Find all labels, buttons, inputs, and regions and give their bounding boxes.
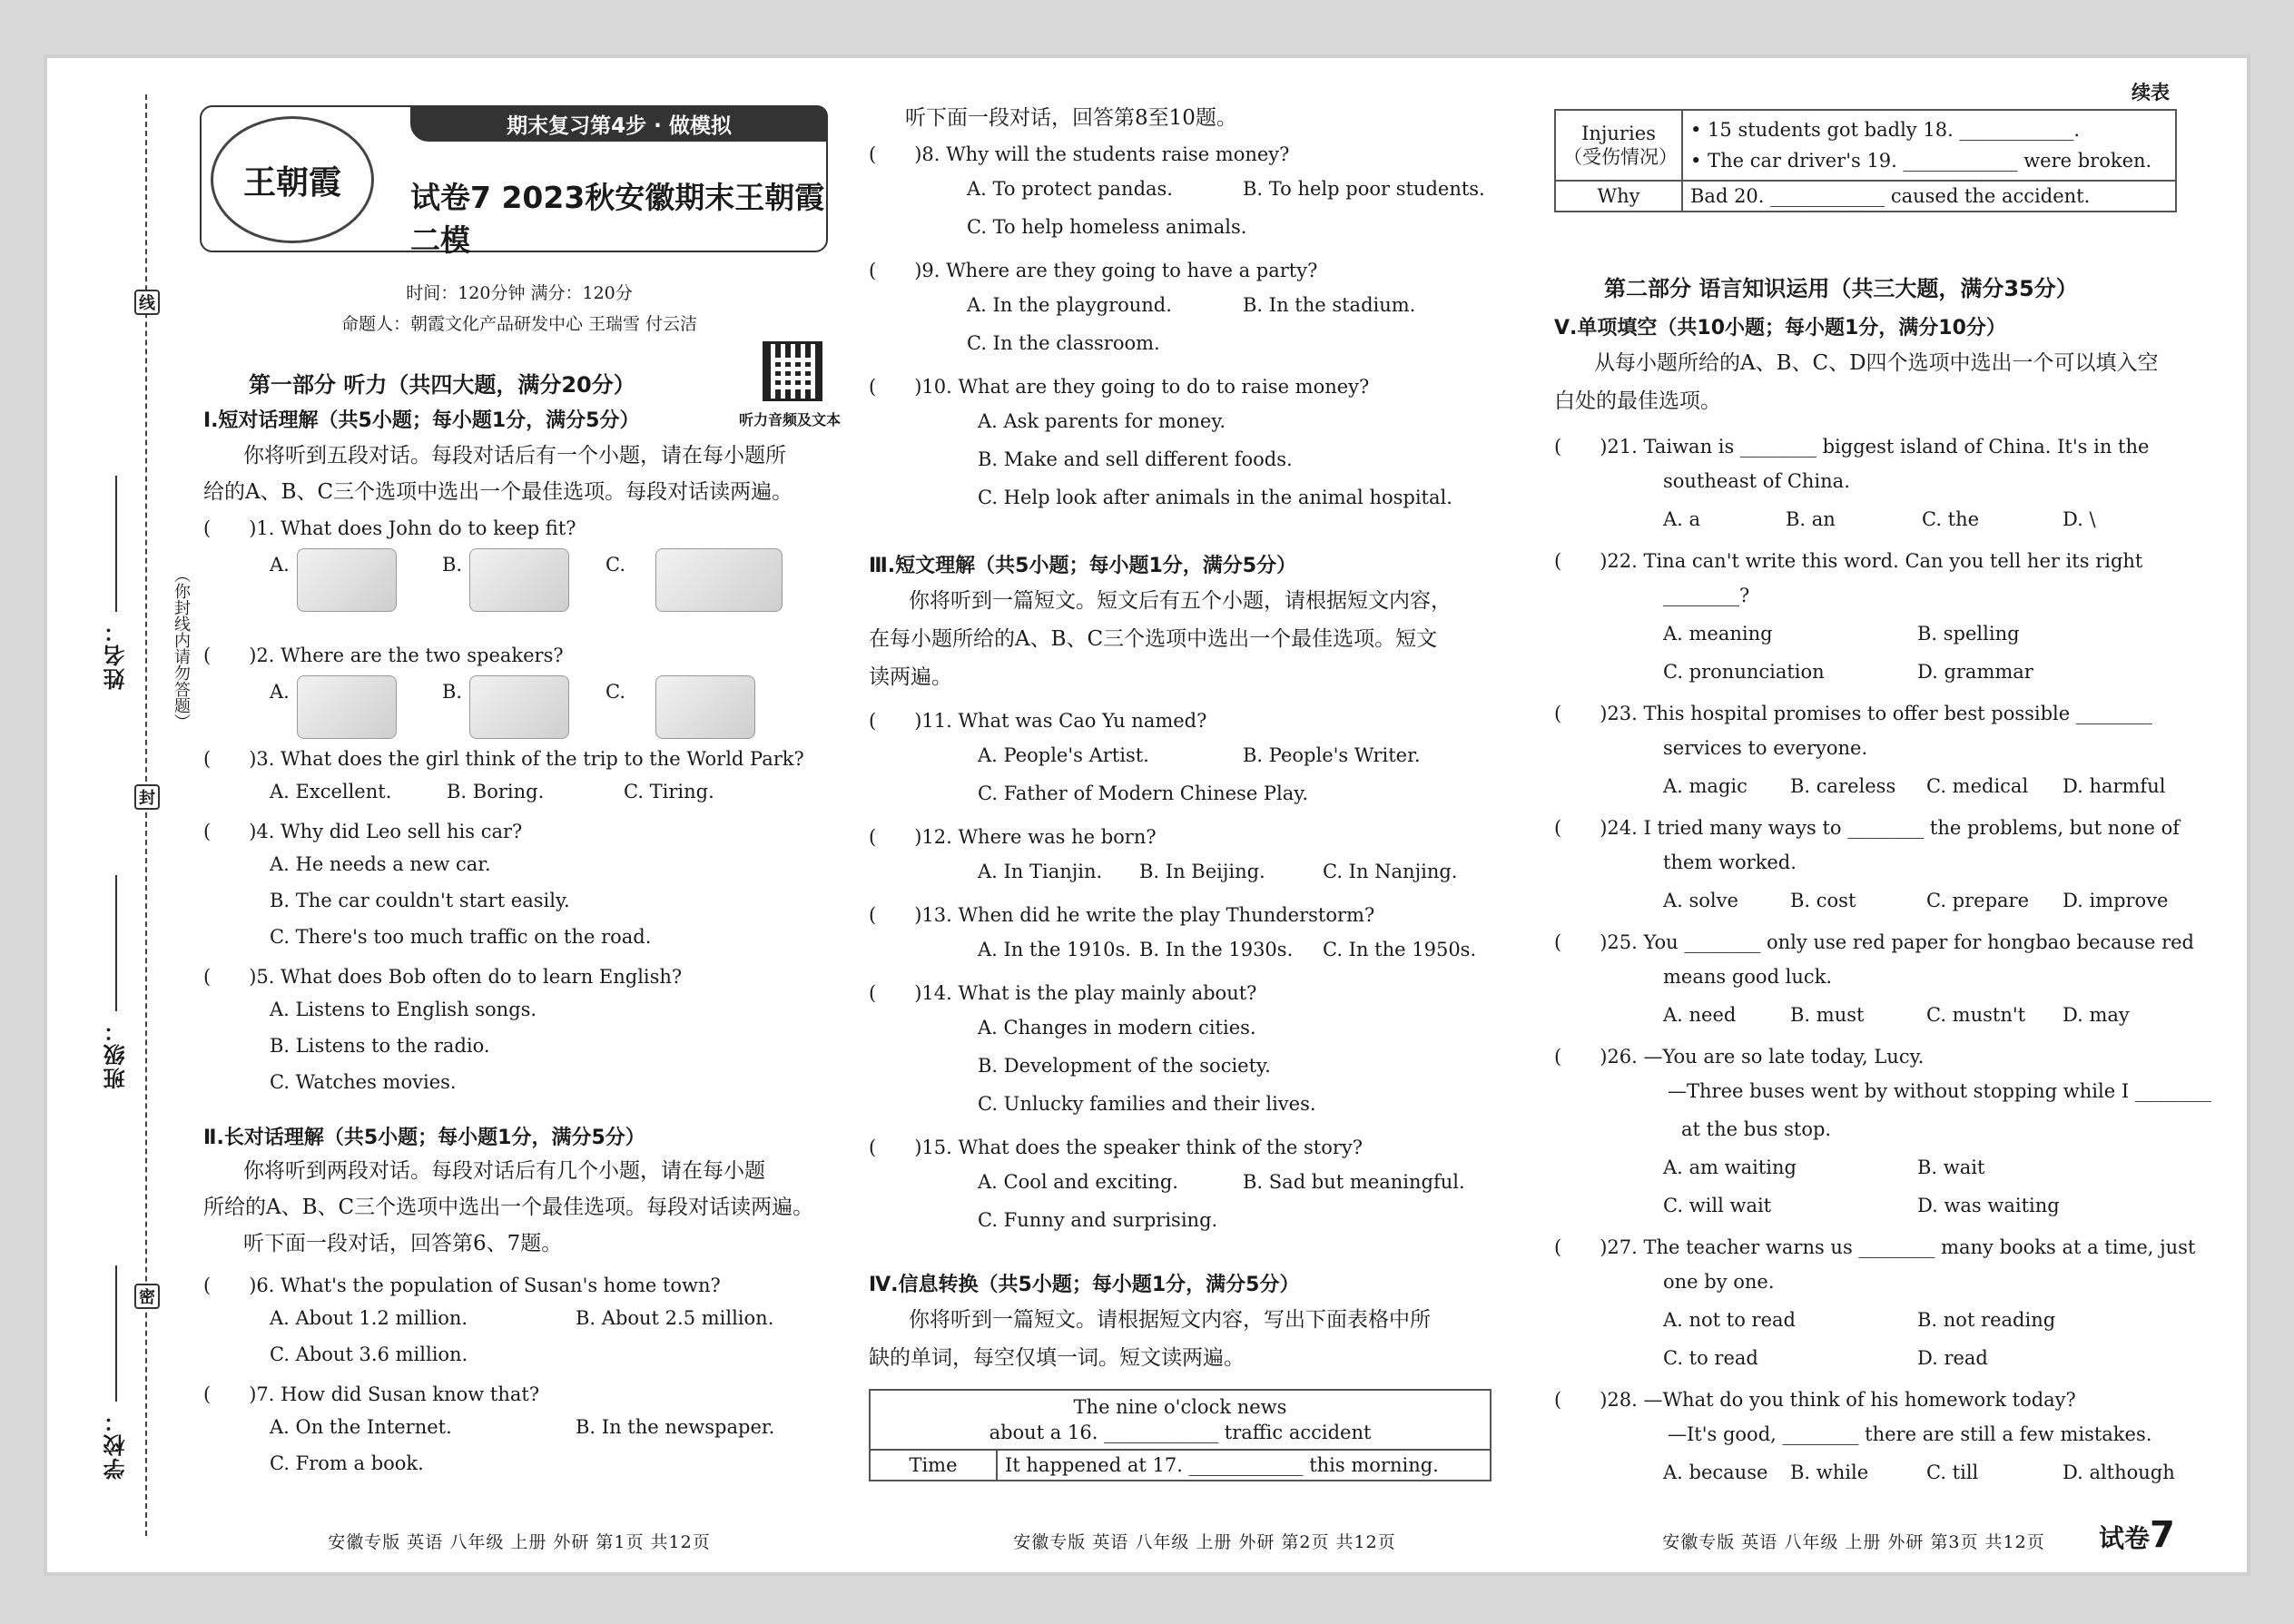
q2-image-a xyxy=(297,675,397,739)
q4-option-c: C. There's too much traffic on the road. xyxy=(270,926,652,948)
q13-option-c: C. In the 1950s. xyxy=(1323,939,1477,960)
exam-number-badge xyxy=(2099,1514,2175,1556)
table-continued-label: 续表 xyxy=(2132,82,2170,103)
q14-option-c: C. Unlucky families and their lives. xyxy=(978,1093,1316,1115)
section1-intro xyxy=(203,438,786,475)
injury-line-19[interactable]: • The car driver's 19. ____________ were broken. xyxy=(1690,150,2152,172)
section4-intro-2: 缺的单词，每空仅填一词。短文读两遍。 xyxy=(869,1346,1245,1370)
margin-tag-feng: 封 xyxy=(134,784,160,810)
q1-image-a xyxy=(297,548,397,612)
table-head-line-2: about a 16. ____________ traffic accident xyxy=(989,1422,1372,1443)
question-1: ( )1. What does John do to keep fit? xyxy=(203,517,576,539)
q23-option-b: B. careless xyxy=(1790,775,1896,797)
q22-option-c: C. pronunciation xyxy=(1663,661,1825,683)
school-field[interactable] xyxy=(100,1265,132,1480)
q15-option-b: B. Sad but meaningful. xyxy=(1243,1171,1465,1193)
q1-image-b xyxy=(469,548,569,612)
question-22: ( )22. Tina can't write this word. Can you tell her its right xyxy=(1554,550,2143,572)
q15-option-a: A. Cool and exciting. xyxy=(978,1171,1178,1193)
q12-option-c: C. In Nanjing. xyxy=(1323,861,1458,882)
q21-option-d: D. \ xyxy=(2063,508,2096,530)
page-footer-1: 安徽专版 英语 八年级 上册 外研 第1页 共12页 xyxy=(328,1532,711,1552)
news-table xyxy=(869,1389,1492,1481)
exam-authors: 命题人：朝霞文化产品研发中心 王瑞雪 付云洁 xyxy=(340,314,698,334)
section2-intro: 你将听到两段对话。每段对话后有几个小题，请在每小题 xyxy=(243,1159,765,1183)
question-10: ( )10. What are they going to do to raise money? xyxy=(869,376,1370,398)
q25-option-b: B. must xyxy=(1790,1004,1865,1026)
q4-option-b: B. The car couldn't start easily. xyxy=(270,890,570,911)
q2-option-a: A. xyxy=(270,681,290,703)
question-2: ( )2. Where are the two speakers? xyxy=(203,645,564,666)
q28-option-c: C. till xyxy=(1926,1462,1979,1483)
q8-option-b: B. To help poor students. xyxy=(1243,178,1485,200)
q22-option-a: A. meaning xyxy=(1663,623,1773,645)
q25-option-c: C. mustn't xyxy=(1926,1004,2026,1026)
q3-option-c: C. Tiring. xyxy=(624,781,714,802)
section3-intro: 你将听到一篇短文。短文后有五个小题，请根据短文内容， xyxy=(909,589,1452,613)
q10-option-a: A. Ask parents for money. xyxy=(978,410,1226,432)
q15-option-c: C. Funny and surprising. xyxy=(978,1209,1218,1231)
part1-title: 第一部分 听力（共四大题，满分20分） xyxy=(249,372,635,398)
q27-option-c: C. to read xyxy=(1663,1347,1758,1369)
q23-option-c: C. medical xyxy=(1926,775,2029,797)
q28-option-d: D. although xyxy=(2063,1462,2175,1483)
q22-stem-2: ________? xyxy=(1663,585,1750,606)
exam-title: 试卷7 2023秋安徽期末王朝霞二模 xyxy=(410,180,825,258)
injuries-table xyxy=(1554,109,2177,212)
why-label: Why xyxy=(1555,181,1682,212)
question-12: ( )12. Where was he born? xyxy=(869,826,1157,848)
q8-10-intro: 听下面一段对话，回答第8至10题。 xyxy=(905,106,1237,130)
qr-label: 听力音频及文本 xyxy=(739,411,842,428)
time-value[interactable]: It happened at 17. ____________ this morning. xyxy=(997,1450,1491,1481)
q12-option-b: B. In Beijing. xyxy=(1139,861,1265,882)
table-head-line-1: The nine o'clock news xyxy=(1073,1396,1287,1418)
q9-option-c: C. In the classroom. xyxy=(967,332,1160,354)
exam-header xyxy=(200,105,828,258)
question-24: ( )24. I tried many ways to ________ the problems, but none of xyxy=(1554,817,2181,839)
q7-option-a: A. On the Internet. xyxy=(270,1416,452,1438)
question-8: ( )8. Why will the students raise money? xyxy=(869,143,1290,165)
q2-image-b xyxy=(469,675,569,739)
question-28: ( )28. —What do you think of his homework today? xyxy=(1554,1389,2076,1411)
injury-line-18[interactable]: • 15 students got badly 18. ____________. xyxy=(1690,119,2081,141)
class-label: 班级： xyxy=(103,1019,129,1089)
q14-option-a: A. Changes in modern cities. xyxy=(978,1017,1256,1038)
section2-intro-3: 听下面一段对话，回答第6、7题。 xyxy=(243,1232,563,1255)
q22-option-b: B. spelling xyxy=(1917,623,2020,645)
q27-option-d: D. read xyxy=(1917,1347,1988,1369)
q25-option-a: A. need xyxy=(1663,1004,1737,1026)
section1-title: Ⅰ.短对话理解（共5小题；每小题1分，满分5分） xyxy=(203,409,640,432)
section2-intro-2: 所给的A、B、C三个选项中选出一个最佳选项。每段对话读两遍。 xyxy=(203,1196,814,1219)
q26-option-d: D. was waiting xyxy=(1917,1195,2060,1216)
no-answer-note: （你封线内请勿答题） xyxy=(172,566,191,730)
class-field[interactable] xyxy=(100,875,132,1089)
exam-time-info: 时间：120分钟 满分：120分 xyxy=(406,283,633,303)
badge-label: 试卷 xyxy=(2099,1523,2151,1553)
q26-option-b: B. wait xyxy=(1917,1156,1985,1178)
section3-intro-3: 读两遍。 xyxy=(869,665,952,689)
q21-option-c: C. the xyxy=(1922,508,1980,530)
name-label: 姓名： xyxy=(103,619,129,690)
section2-title: Ⅱ.长对话理解（共5小题；每小题1分，满分5分） xyxy=(203,1127,645,1149)
question-9: ( )9. Where are they going to have a party? xyxy=(869,260,1318,281)
section3-title: Ⅲ.短文理解（共5小题；每小题1分，满分5分） xyxy=(869,555,1297,577)
brand-logo: 王朝霞 xyxy=(211,116,374,243)
section1-intro-2: 给的A、B、C三个选项中选出一个最佳选项。每段对话读两遍。 xyxy=(203,480,793,504)
q26-stem-2: —Three buses went by without stopping while I ________ xyxy=(1668,1080,2211,1102)
q24-option-b: B. cost xyxy=(1790,890,1856,911)
q6-option-b: B. About 2.5 million. xyxy=(576,1307,774,1329)
q27-option-a: A. not to read xyxy=(1663,1309,1796,1331)
q27-stem-2: one by one. xyxy=(1663,1271,1775,1293)
q14-option-b: B. Development of the society. xyxy=(978,1055,1271,1077)
section5-title: Ⅴ.单项填空（共10小题；每小题1分，满分10分） xyxy=(1554,317,2006,340)
badge-number: 7 xyxy=(2150,1514,2175,1556)
question-11: ( )11. What was Cao Yu named? xyxy=(869,710,1207,732)
q5-option-a: A. Listens to English songs. xyxy=(270,999,537,1020)
q22-option-d: D. grammar xyxy=(1917,661,2033,683)
column-page-2 xyxy=(869,58,1541,1572)
q8-option-a: A. To protect pandas. xyxy=(967,178,1173,200)
question-26: ( )26. —You are so late today, Lucy. xyxy=(1554,1046,1925,1068)
q6-option-c: C. About 3.6 million. xyxy=(270,1343,468,1365)
q2-image-c xyxy=(655,675,755,739)
question-4: ( )4. Why did Leo sell his car? xyxy=(203,821,523,842)
q28-stem-2: —It's good, ________ there are still a few mistakes. xyxy=(1668,1423,2152,1445)
q7-option-c: C. From a book. xyxy=(270,1452,424,1474)
school-label: 学校： xyxy=(103,1409,129,1480)
section5-intro: 从每小题所给的A、B、C、D四个选项中选出一个可以填入空 xyxy=(1594,351,2159,375)
q23-option-d: D. harmful xyxy=(2063,775,2166,797)
q26-option-c: C. will wait xyxy=(1663,1195,1772,1216)
injuries-label: Injuries（受伤情况） xyxy=(1555,110,1682,181)
section4-title: Ⅳ.信息转换（共5小题；每小题1分，满分5分） xyxy=(869,1274,1300,1296)
section3-intro-2: 在每小题所给的A、B、C三个选项中选出一个最佳选项。短文 xyxy=(869,627,1438,651)
q9-option-a: A. In the playground. xyxy=(967,294,1172,316)
q27-option-b: B. not reading xyxy=(1917,1309,2056,1331)
question-5: ( )5. What does Bob often do to learn English? xyxy=(203,966,683,988)
exam-sheet xyxy=(47,58,2247,1572)
intro-line: 你将听到五段对话。每段对话后有一个小题，请在每小题所 xyxy=(243,444,786,468)
q3-option-a: A. Excellent. xyxy=(270,781,392,802)
q25-option-d: D. may xyxy=(2063,1004,2130,1026)
q12-option-a: A. In Tianjin. xyxy=(978,861,1103,882)
q23-stem-2: services to everyone. xyxy=(1663,737,1868,759)
q1-option-a: A. xyxy=(270,554,290,576)
question-15: ( )15. What does the speaker think of the story? xyxy=(869,1137,1364,1158)
question-13: ( )13. When did he write the play Thunderstorm? xyxy=(869,904,1375,926)
q28-option-b: B. while xyxy=(1790,1462,1869,1483)
q24-option-a: A. solve xyxy=(1663,890,1738,911)
q7-option-b: B. In the newspaper. xyxy=(576,1416,775,1438)
question-25: ( )25. You ________ only use red paper for hongbao because red xyxy=(1554,931,2194,953)
q5-option-b: B. Listens to the radio. xyxy=(270,1035,490,1057)
news-table-head xyxy=(870,1390,1491,1450)
page-footer-3: 安徽专版 英语 八年级 上册 外研 第3页 共12页 xyxy=(1662,1532,2045,1552)
qr-code-icon[interactable] xyxy=(763,341,822,401)
q9-option-b: B. In the stadium. xyxy=(1243,294,1416,316)
question-14: ( )14. What is the play mainly about? xyxy=(869,982,1257,1004)
q11-option-a: A. People's Artist. xyxy=(978,744,1149,766)
q1-image-c xyxy=(655,548,783,612)
q11-option-c: C. Father of Modern Chinese Play. xyxy=(978,782,1309,804)
q10-option-b: B. Make and sell different foods. xyxy=(978,448,1293,470)
column-page-3 xyxy=(1554,58,2226,1572)
q4-option-a: A. He needs a new car. xyxy=(270,853,491,875)
binding-margin xyxy=(47,58,191,1572)
q11-option-b: B. People's Writer. xyxy=(1243,744,1421,766)
margin-tag-xian: 线 xyxy=(134,290,160,315)
column-page-1 xyxy=(183,58,855,1572)
q6-option-a: A. About 1.2 million. xyxy=(270,1307,468,1329)
question-27: ( )27. The teacher warns us ________ many books at a time, just xyxy=(1554,1236,2196,1258)
q10-option-c: C. Help look after animals in the animal hospital. xyxy=(978,487,1452,508)
part2-title: 第二部分 语言知识运用（共三大题，满分35分） xyxy=(1604,276,2078,301)
q13-option-b: B. In the 1930s. xyxy=(1139,939,1294,960)
question-7: ( )7. How did Susan know that? xyxy=(203,1383,540,1405)
q23-option-a: A. magic xyxy=(1663,775,1748,797)
name-field[interactable] xyxy=(100,476,132,690)
q1-option-b: B. xyxy=(442,554,463,576)
q21-stem-2: southeast of China. xyxy=(1663,470,1850,492)
q24-stem-2: them worked. xyxy=(1663,851,1797,873)
q13-option-a: A. In the 1910s. xyxy=(978,939,1131,960)
margin-tag-mi: 密 xyxy=(134,1284,160,1309)
question-23: ( )23. This hospital promises to offer best possible ________ xyxy=(1554,703,2152,724)
section5-intro-2: 白处的最佳选项。 xyxy=(1554,389,1721,413)
q28-option-a: A. because xyxy=(1663,1462,1768,1483)
q21-option-b: B. an xyxy=(1786,508,1836,530)
q5-option-c: C. Watches movies. xyxy=(270,1071,457,1093)
section4-intro: 你将听到一篇短文。请根据短文内容，写出下面表格中所 xyxy=(909,1308,1431,1332)
q21-option-a: A. a xyxy=(1663,508,1701,530)
q2-option-b: B. xyxy=(442,681,463,703)
q3-option-b: B. Boring. xyxy=(447,781,545,802)
q2-option-c: C. xyxy=(605,681,625,703)
q26-stem-3: at the bus stop. xyxy=(1681,1118,1832,1140)
review-step-bar: 期末复习第4步 · 做模拟 xyxy=(410,105,828,142)
q8-option-c: C. To help homeless animals. xyxy=(967,216,1247,238)
q24-option-c: C. prepare xyxy=(1926,890,2030,911)
injuries-values[interactable] xyxy=(1682,110,2176,181)
q25-stem-2: means good luck. xyxy=(1663,966,1833,988)
q26-option-a: A. am waiting xyxy=(1663,1156,1797,1178)
page-footer-2: 安徽专版 英语 八年级 上册 外研 第2页 共12页 xyxy=(1013,1532,1396,1552)
question-21: ( )21. Taiwan is ________ biggest island of China. It's in the xyxy=(1554,436,2150,458)
why-value[interactable]: Bad 20. ____________ caused the accident. xyxy=(1682,181,2176,212)
time-label: Time xyxy=(870,1450,997,1481)
question-6: ( )6. What's the population of Susan's home town? xyxy=(203,1275,721,1296)
q24-option-d: D. improve xyxy=(2063,890,2169,911)
question-3: ( )3. What does the girl think of the trip to the World Park? xyxy=(203,748,804,770)
q1-option-c: C. xyxy=(605,554,625,576)
